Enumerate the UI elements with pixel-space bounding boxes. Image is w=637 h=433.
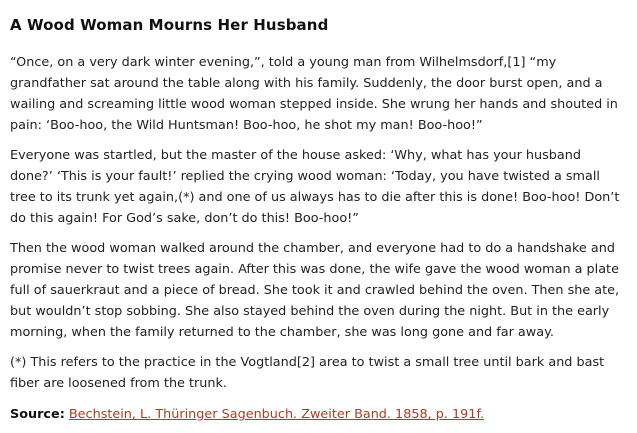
source-link[interactable]: Bechstein, L. Thüringer Sagenbuch. Zweiter Band. 1858, p. 191f. [68, 407, 485, 422]
footnote: (*) This refers to the practice in the Vogtland[2] area to twist a small tree until bark and bast fiber are loosened from the trunk. [10, 355, 605, 391]
story-paragraph-2: Everyone was startled, but the master of the house asked: ‘Why, what has your husband done?’ ‘This is your fault!’ replied the crying wood woman: ‘Today, you have twisted a small tree to its trunk yet again,(*) and one of us always has to die after this is done! Boo-hoo! Don’t do this again! For God’s sake, don’t do this! Boo-hoo!” [10, 148, 620, 226]
page-title: A Wood Woman Mourns Her Husband [10, 16, 329, 34]
story-paragraph-3: Then the wood woman walked around the chamber, and everyone had to do a handshake and promise never to twist trees again. After this was done, the wife gave the wood woman a plate full of sauerkraut and a piece of bread. She took it and crawled behind the oven. Then she ate, but wouldn’t stop sobbing. She also stayed behind the oven during the night. But in the early morning, when the family returned to the chamber, she was long gone and far away. [10, 241, 620, 340]
source-line [10, 404, 627, 425]
source-label: Source: [10, 407, 65, 422]
story-paragraph-1: “Once, on a very dark winter evening,”, told a young man from Wilhelmsdorf,[1] “my grandfather sat around the table along with his family. Suddenly, the door burst open, and a wailing and screaming little wood woman stepped inside. She wrung her hands and shouted in pain: ‘Boo-hoo, the Wild Huntsman! Boo-hoo, he shot my man! Boo-hoo!” [10, 55, 618, 133]
